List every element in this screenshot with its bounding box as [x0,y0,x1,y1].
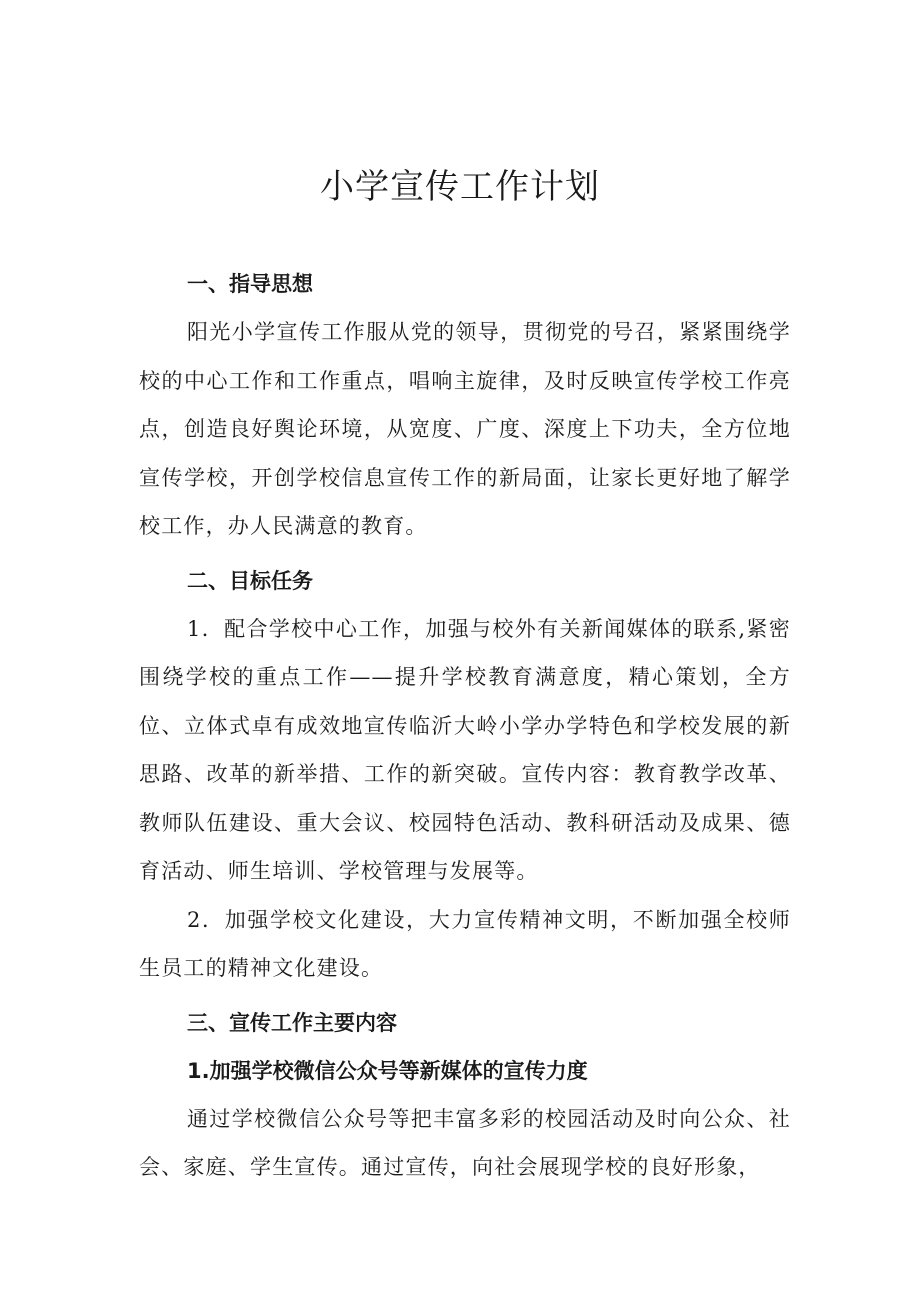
document-body [139,260,791,1192]
goals-item-2: 2．加强学校文化建设，大力宣传精神文明，不断加强全校师生员工的精神文化建设。 [139,907,791,980]
goals-item-1: 1．配合学校中心工作，加强与校外有关新闻媒体的联系,紧密围绕学校的重点工作——提升学校教育满意度，精心策划，全方位、立体式卓有成效地宣传临沂大岭小学办学特色和学校发展的新思路、改革的新举措、工作的新突破。宣传内容：教育教学改革、教师队伍建设、重大会议、校园特色活动、教科研活动及成果、德育活动、师生培训、学校管理与发展等。 [139,616,791,883]
section-paragraph-guiding-thought: 阳光小学宣传工作服从党的领导，贯彻党的号召，紧紧围绕学校的中心工作和工作重点，唱响主旋律，及时反映宣传学校工作亮点，创造良好舆论环境，从宽度、广度、深度上下功夫，全方位地宣传学校，开创学校信息宣传工作的新局面，让家长更好地了解学校工作，办人民满意的教育。 [139,320,791,538]
new-media-paragraph: 通过学校微信公众号等把丰富多彩的校园活动及时向公众、社会、家庭、学生宣传。通过宣传，向社会展现学校的良好形象， [139,1106,791,1179]
section-heading-guiding-thought: 一、指导思想 [187,272,313,296]
section-heading-goals: 二、目标任务 [187,568,313,593]
subheading-new-media: 1.加强学校微信公众号等新媒体的宣传力度 [187,1058,588,1083]
section-heading-main-content: 三、宣传工作主要内容 [187,1010,397,1035]
document-title: 小学宣传工作计划 [320,167,600,207]
